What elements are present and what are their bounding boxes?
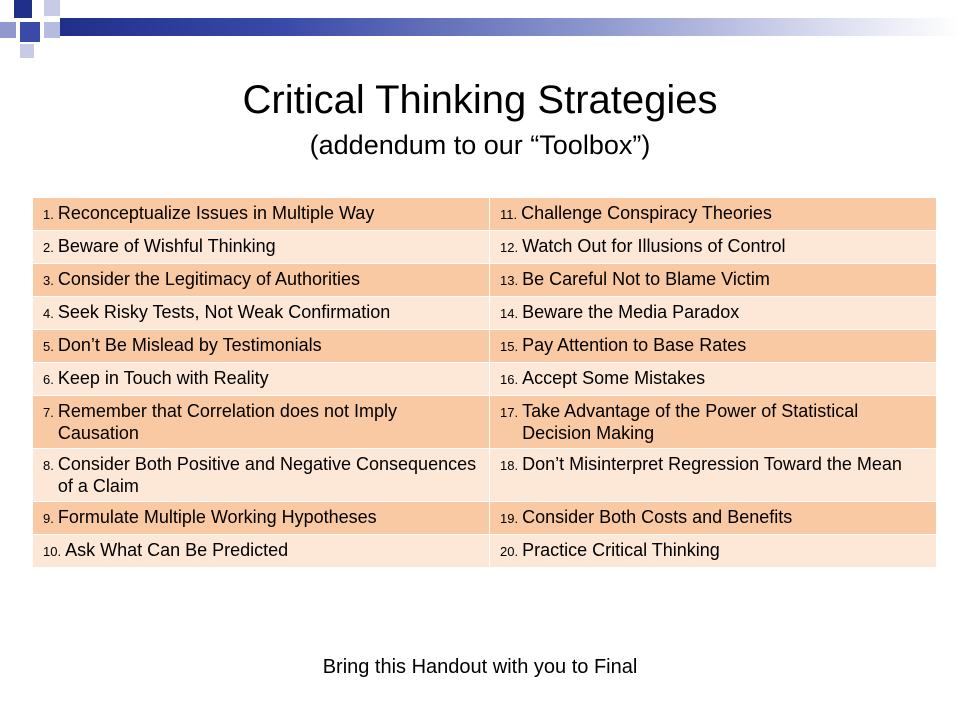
strategy-number: 19. bbox=[500, 511, 519, 526]
right-strategy-cell bbox=[490, 330, 937, 363]
strategy-item bbox=[500, 268, 930, 292]
strategy-text: Consider the Legitimacy of Authorities bbox=[57, 269, 361, 289]
left-strategy-cell bbox=[33, 449, 490, 502]
strategy-item bbox=[43, 202, 483, 226]
table-row bbox=[33, 264, 937, 297]
strategy-number: 3. bbox=[43, 273, 54, 288]
strategy-item bbox=[500, 367, 930, 391]
left-strategy-cell bbox=[33, 535, 490, 568]
right-strategy-cell bbox=[490, 264, 937, 297]
strategy-number: 18. bbox=[500, 458, 519, 473]
strategy-text: Practice Critical Thinking bbox=[522, 540, 720, 560]
strategy-text: Challenge Conspiracy Theories bbox=[521, 203, 772, 223]
left-strategy-cell bbox=[33, 363, 490, 396]
strategy-number: 4. bbox=[43, 306, 54, 321]
strategy-item bbox=[43, 400, 483, 444]
strategy-item bbox=[500, 539, 930, 563]
strategy-number: 9. bbox=[43, 511, 54, 526]
strategy-text: Pay Attention to Base Rates bbox=[522, 335, 747, 355]
table-row bbox=[33, 396, 937, 449]
strategy-text: Beware of Wishful Thinking bbox=[57, 236, 276, 256]
strategy-number: 5. bbox=[43, 339, 54, 354]
left-strategy-cell bbox=[33, 297, 490, 330]
strategy-item bbox=[43, 506, 483, 530]
strategy-number: 7. bbox=[43, 405, 54, 420]
strategy-number: 14. bbox=[500, 306, 519, 321]
strategy-item bbox=[43, 539, 483, 563]
right-strategy-cell bbox=[490, 535, 937, 568]
strategy-text: Formulate Multiple Working Hypotheses bbox=[57, 507, 377, 527]
strategies-table bbox=[32, 197, 937, 568]
strategy-text: Remember that Correlation does not Imply Causation bbox=[57, 401, 397, 443]
strategy-item bbox=[43, 268, 483, 292]
strategy-number: 11. bbox=[500, 207, 518, 222]
strategy-text: Consider Both Costs and Benefits bbox=[522, 507, 793, 527]
strategy-text: Accept Some Mistakes bbox=[522, 368, 706, 388]
strategies-table-body bbox=[33, 198, 937, 568]
strategy-number: 10. bbox=[43, 544, 62, 559]
strategy-item bbox=[500, 400, 930, 444]
strategy-number: 13. bbox=[500, 273, 519, 288]
table-row bbox=[33, 363, 937, 396]
table-row bbox=[33, 330, 937, 363]
strategy-text: Seek Risky Tests, Not Weak Confirmation bbox=[57, 302, 391, 322]
left-strategy-cell bbox=[33, 502, 490, 535]
right-strategy-cell bbox=[490, 297, 937, 330]
table-row bbox=[33, 297, 937, 330]
strategy-text: Watch Out for Illusions of Control bbox=[522, 236, 786, 256]
table-row bbox=[33, 231, 937, 264]
strategy-item bbox=[43, 301, 483, 325]
strategy-number: 2. bbox=[43, 240, 54, 255]
strategy-item bbox=[43, 235, 483, 259]
strategy-number: 8. bbox=[43, 458, 54, 473]
table-row bbox=[33, 449, 937, 502]
right-strategy-cell bbox=[490, 231, 937, 264]
strategy-text: Don’t Be Mislead by Testimonials bbox=[57, 335, 322, 355]
strategy-number: 1. bbox=[43, 207, 54, 222]
strategy-text: Take Advantage of the Power of Statistical Decision Making bbox=[522, 401, 859, 443]
strategy-number: 15. bbox=[500, 339, 519, 354]
strategy-number: 6. bbox=[43, 372, 54, 387]
right-strategy-cell bbox=[490, 396, 937, 449]
strategy-number: 12. bbox=[500, 240, 519, 255]
strategy-item bbox=[500, 334, 930, 358]
left-strategy-cell bbox=[33, 396, 490, 449]
slide-title: Critical Thinking Strategies bbox=[242, 78, 718, 122]
strategy-item bbox=[43, 334, 483, 358]
strategy-item bbox=[500, 506, 930, 530]
table-row bbox=[33, 502, 937, 535]
strategy-item bbox=[500, 301, 930, 325]
strategy-item bbox=[500, 202, 930, 226]
right-strategy-cell bbox=[490, 198, 937, 231]
right-strategy-cell bbox=[490, 449, 937, 502]
left-strategy-cell bbox=[33, 264, 490, 297]
right-strategy-cell bbox=[490, 502, 937, 535]
slide-subtitle: (addendum to our “Toolbox”) bbox=[309, 130, 651, 160]
strategy-number: 16. bbox=[500, 372, 519, 387]
strategy-text: Consider Both Positive and Negative Consequences of a Claim bbox=[57, 454, 477, 496]
strategy-text: Be Careful Not to Blame Victim bbox=[522, 269, 770, 289]
table-row bbox=[33, 198, 937, 231]
strategy-item bbox=[500, 453, 930, 477]
strategy-text: Reconceptualize Issues in Multiple Way bbox=[57, 203, 375, 223]
right-strategy-cell bbox=[490, 363, 937, 396]
strategy-number: 17. bbox=[500, 405, 519, 420]
table-row bbox=[33, 535, 937, 568]
strategy-text: Beware the Media Paradox bbox=[522, 302, 740, 322]
strategy-number: 20. bbox=[500, 544, 519, 559]
strategy-item bbox=[43, 367, 483, 391]
strategy-text: Ask What Can Be Predicted bbox=[65, 540, 289, 560]
strategy-text: Keep in Touch with Reality bbox=[57, 368, 269, 388]
left-strategy-cell bbox=[33, 231, 490, 264]
strategy-item bbox=[43, 453, 483, 497]
strategy-text: Don’t Misinterpret Regression Toward the Mean bbox=[522, 454, 902, 474]
left-strategy-cell bbox=[33, 198, 490, 231]
strategy-item bbox=[500, 235, 930, 259]
footer-note: Bring this Handout with you to Final bbox=[322, 656, 638, 678]
left-strategy-cell bbox=[33, 330, 490, 363]
top-gradient-bar bbox=[60, 18, 960, 36]
